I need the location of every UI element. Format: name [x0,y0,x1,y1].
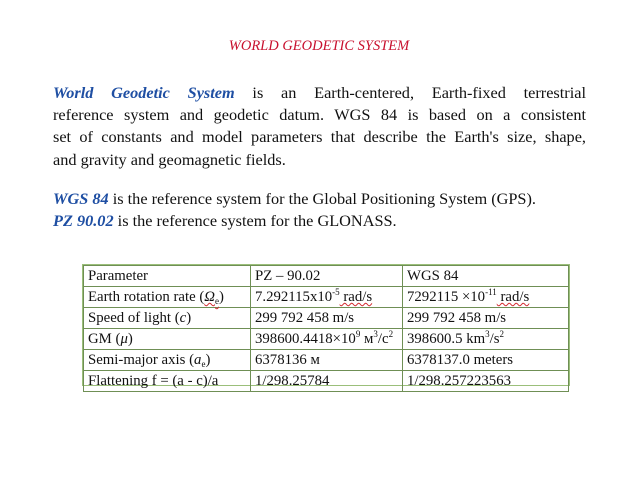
wgs-speed-of-light: 299 792 458 m/s [403,308,569,329]
wgs84-label: WGS 84 [53,189,109,208]
table-row [84,329,569,350]
pz9002-label: PZ 90.02 [53,211,114,231]
pz9002-text: is the reference system for the GLONASS. [113,211,397,231]
table-row [84,287,569,308]
table-row [84,308,569,329]
intro-line-1 [53,82,586,104]
header-wgs84: WGS 84 [403,266,569,287]
wgs-line [53,188,586,210]
table-row [84,371,569,392]
intro-line-2: reference system and geodetic datum. WGS 84 is based on a consistent [53,105,586,125]
wgs84-text: is the reference system for the Global Positioning System (GPS). [108,189,536,208]
header-pz9002: PZ – 90.02 [251,266,403,287]
table-header-row [84,266,569,287]
pz-gm: $398600.4418\times 10^9$ $м^3/c^2$ [251,329,403,350]
header-parameter: Parameter [84,266,251,287]
param-earth-rotation: Earth rotation rate $(\Omega_e)$ [84,287,251,308]
wgs-semi-major-axis: 6378137.0 meters [403,350,569,371]
param-flattening: Flattening f = (a - c)/a [84,371,251,392]
wgs-term: World Geodetic System [53,83,235,102]
parameters-table [82,264,570,389]
param-gm: GM (μ) [84,329,251,350]
wgs-flattening: 1/298.257223563 [403,371,569,392]
wgs-gm: 398600.5 $km^3/s^2$ [403,329,569,350]
reference-systems-paragraph [53,188,586,232]
wgs-earth-rotation: $7292115 \times 10^{-11}$ rad/s [403,287,569,308]
intro-line-4: and gravity and geomagnetic fields. [53,149,286,169]
intro-line-3: set of constants and model parameters that describe the Earth's size, shape, [53,127,586,147]
intro-paragraph [53,82,586,171]
pz-semi-major-axis: 6378136 м [251,350,403,371]
pz-speed-of-light: 299 792 458 m/s [251,308,403,329]
pz-line [53,210,586,232]
pz-earth-rotation: $7.292115x10^{-5}$ rad/s [251,287,403,308]
page-title: WORLD GEODETIC SYSTEM [228,38,410,54]
pz-flattening: 1/298.25784 [251,371,403,392]
intro-line-1-rest: is an Earth-centered, Earth-fixed terrestrial [234,83,586,102]
table-row [84,350,569,371]
param-speed-of-light: Speed of light (c) [84,308,251,329]
param-semi-major-axis: Semi-major axis $(a_e)$ [84,350,251,371]
